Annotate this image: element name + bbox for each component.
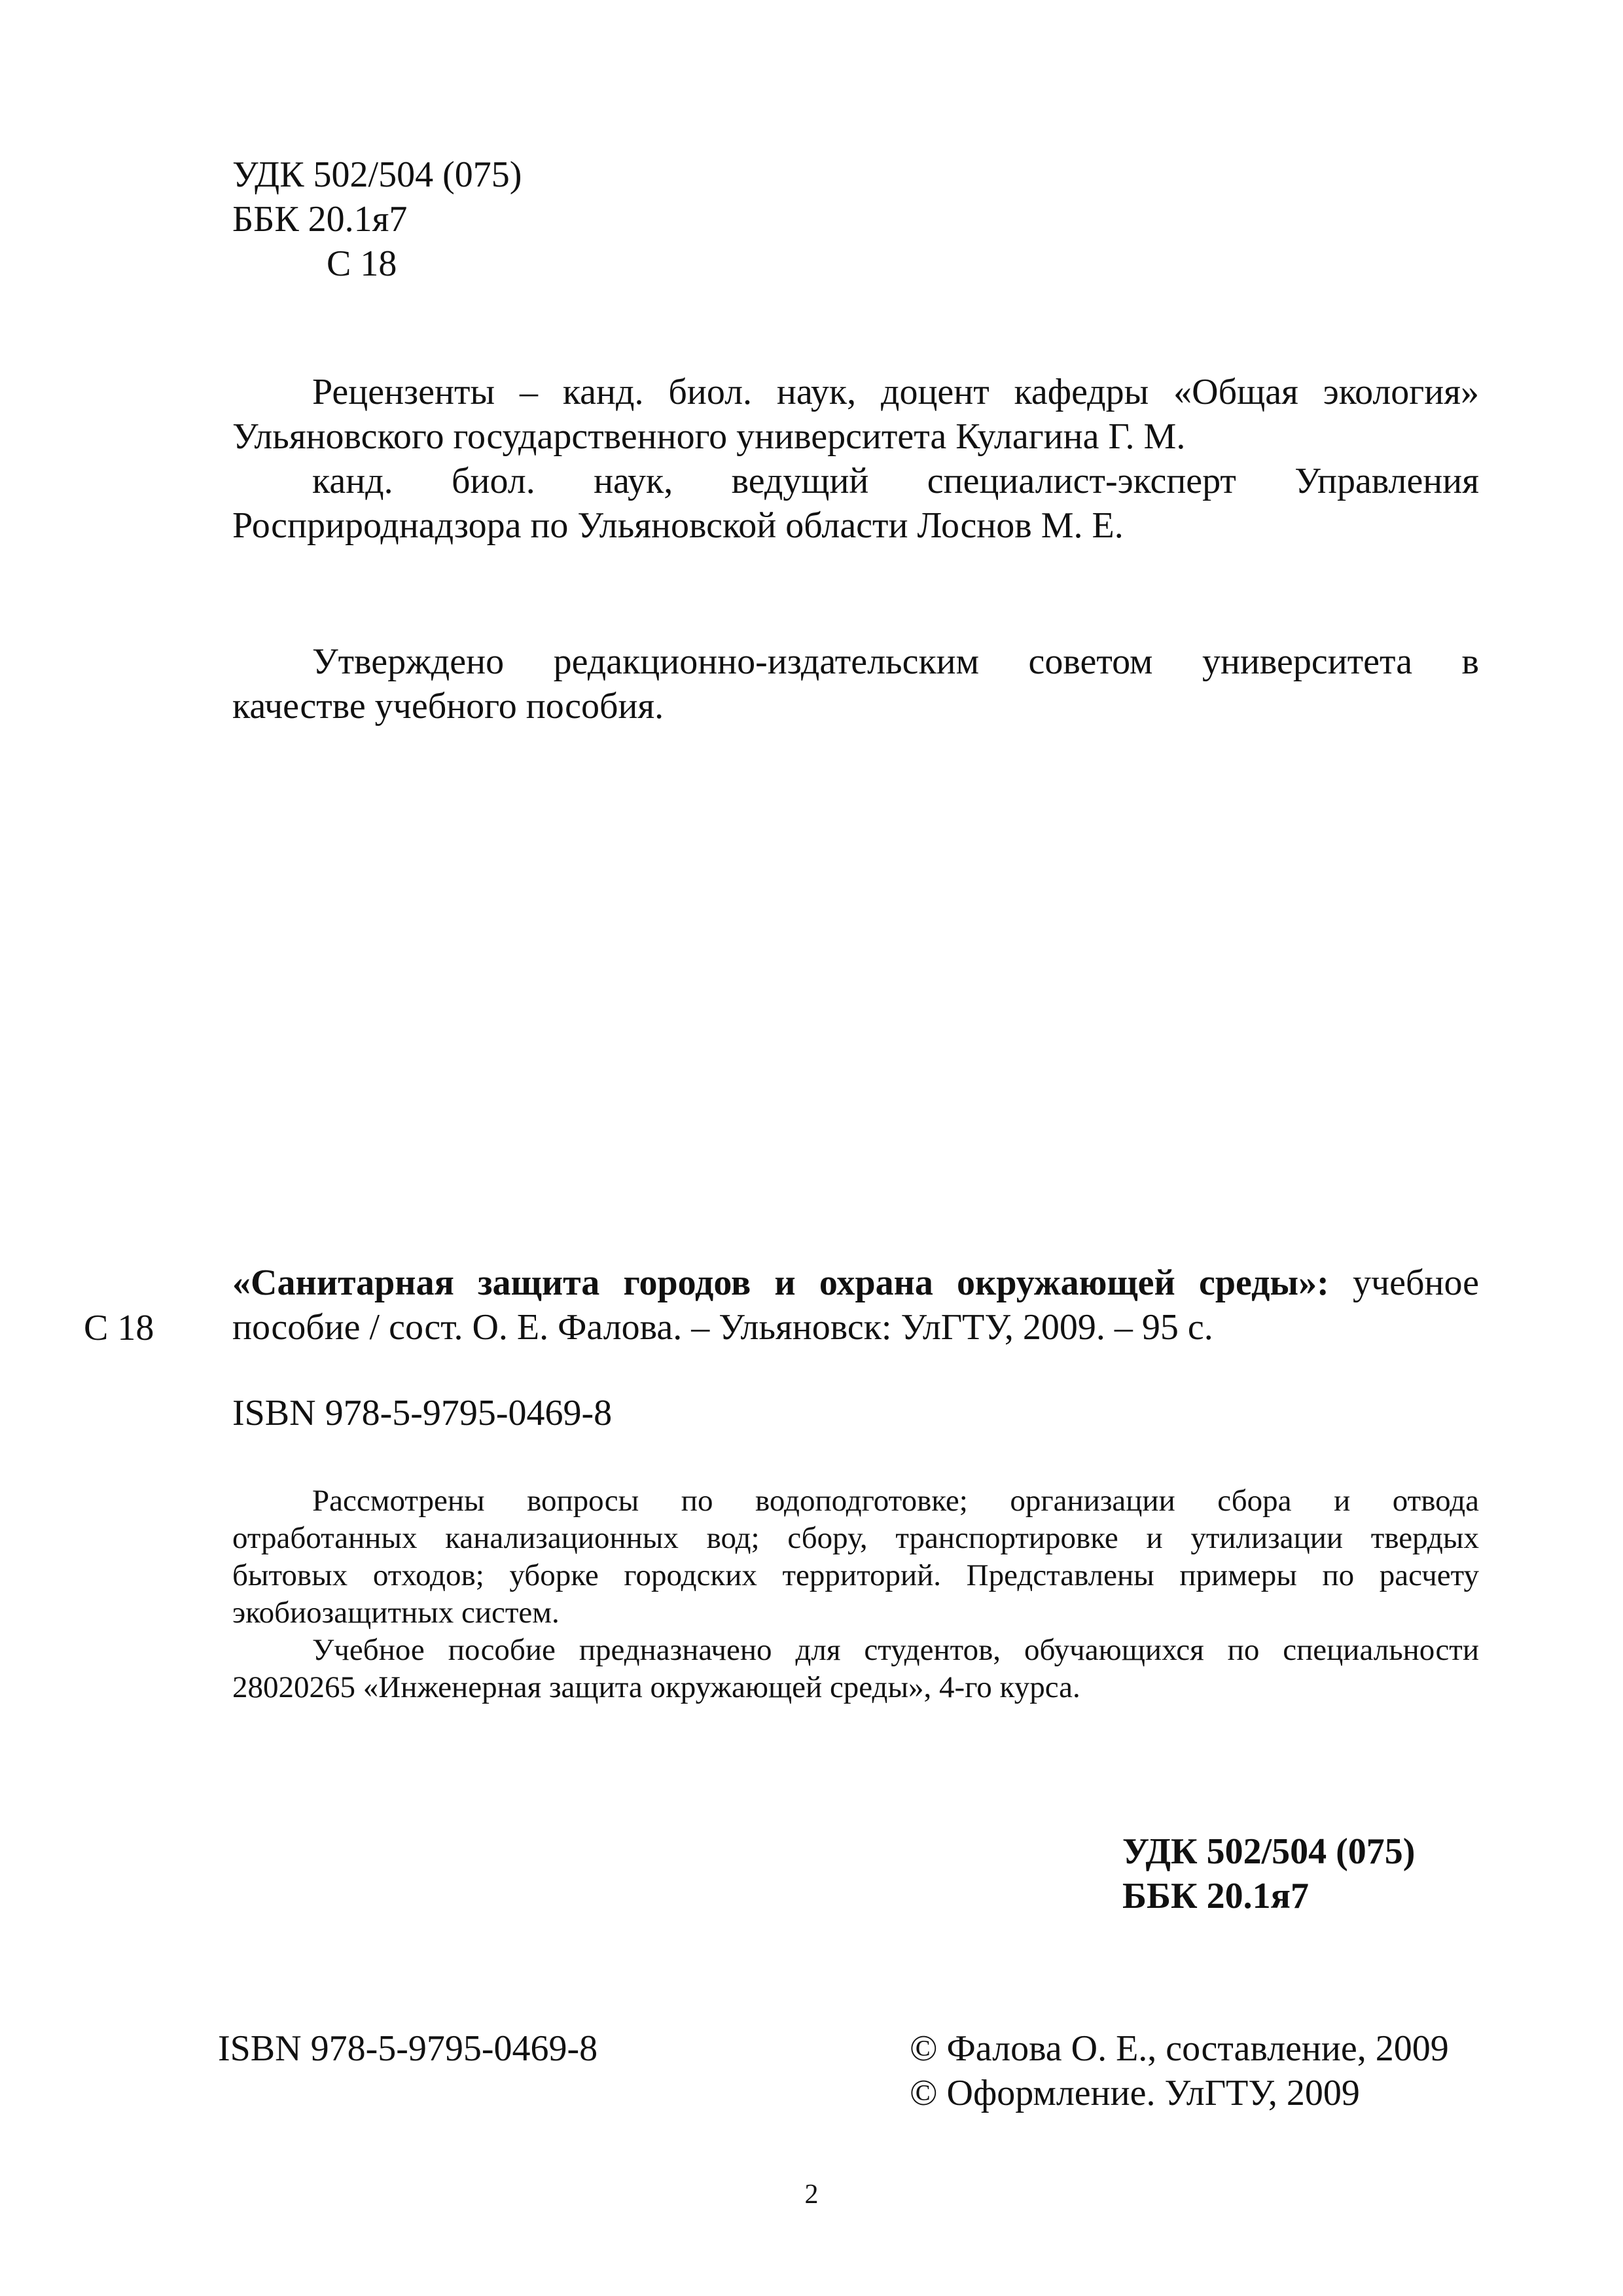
abstract-line: 28020265 «Инженерная защита окружающей среды», 4-го курса. [232,1670,1080,1704]
reviewer-line-3: канд. биол. наук, ведущий специалист-эксперт Управления [312,461,1479,501]
approval-line-2: качестве учебного пособия. [232,686,664,726]
catalog-author-mark: С 18 [84,1308,154,1348]
copyright-compiler: © Фалова О. Е., составление, 2009 [910,2028,1449,2069]
catalog-type: учебное [1329,1263,1479,1303]
abstract-line: бытовых отходов; уборке городских территорий. Представлены примеры по расчету [232,1558,1479,1592]
copyright-design: © Оформление. УлГТУ, 2009 [910,2073,1360,2113]
reviewer-line-4: Росприроднадзора по Ульяновской области Лоснов М. Е. [232,505,1124,546]
approval-line-1: Утверждено редакционно-издательским советом университета в [312,641,1479,682]
approval-block [232,639,1479,728]
bbk-code: ББК 20.1я7 [232,199,408,240]
catalog-entry [232,1261,1479,1350]
reviewers-block [232,370,1479,548]
classification-header [232,152,522,286]
abstract-line: Рассмотрены вопросы по водоподготовке; организации сбора и отвода [312,1484,1479,1518]
abstract-line: отработанных канализационных вод; сбору, транспортировке и утилизации твердых [232,1521,1479,1555]
imprint-isbn: ISBN 978-5-9795-0469-8 [218,2028,598,2069]
udk-code-bold: УДК 502/504 (075) [1122,1831,1416,1872]
book-title: «Санитарная защита городов и охрана окружающей среды»: [232,1263,1329,1303]
catalog-line-2: пособие / сост. О. Е. Фалова. – Ульяновск: УлГТУ, 2009. – 95 с. [232,1307,1213,1348]
catalog-line-1 [232,1261,1479,1305]
page-number: 2 [804,2179,819,2210]
reviewer-line-2: Ульяновского государственного университета Кулагина Г. М. [232,416,1186,457]
abstract-line: Учебное пособие предназначено для студентов, обучающихся по специальности [312,1633,1479,1667]
copyright-block [910,2026,1449,2115]
classification-footer [1122,1829,1415,1918]
bbk-code-bold: ББК 20.1я7 [1122,1876,1309,1916]
abstract-block [232,1482,1479,1706]
udk-code: УДК 502/504 (075) [232,154,522,195]
abstract-line: экобиозащитных систем. [232,1596,560,1630]
author-mark: С 18 [327,243,397,284]
catalog-isbn: ISBN 978-5-9795-0469-8 [232,1393,613,1433]
reviewer-line-1: Рецензенты – канд. биол. наук, доцент кафедры «Общая экология» [312,372,1479,412]
